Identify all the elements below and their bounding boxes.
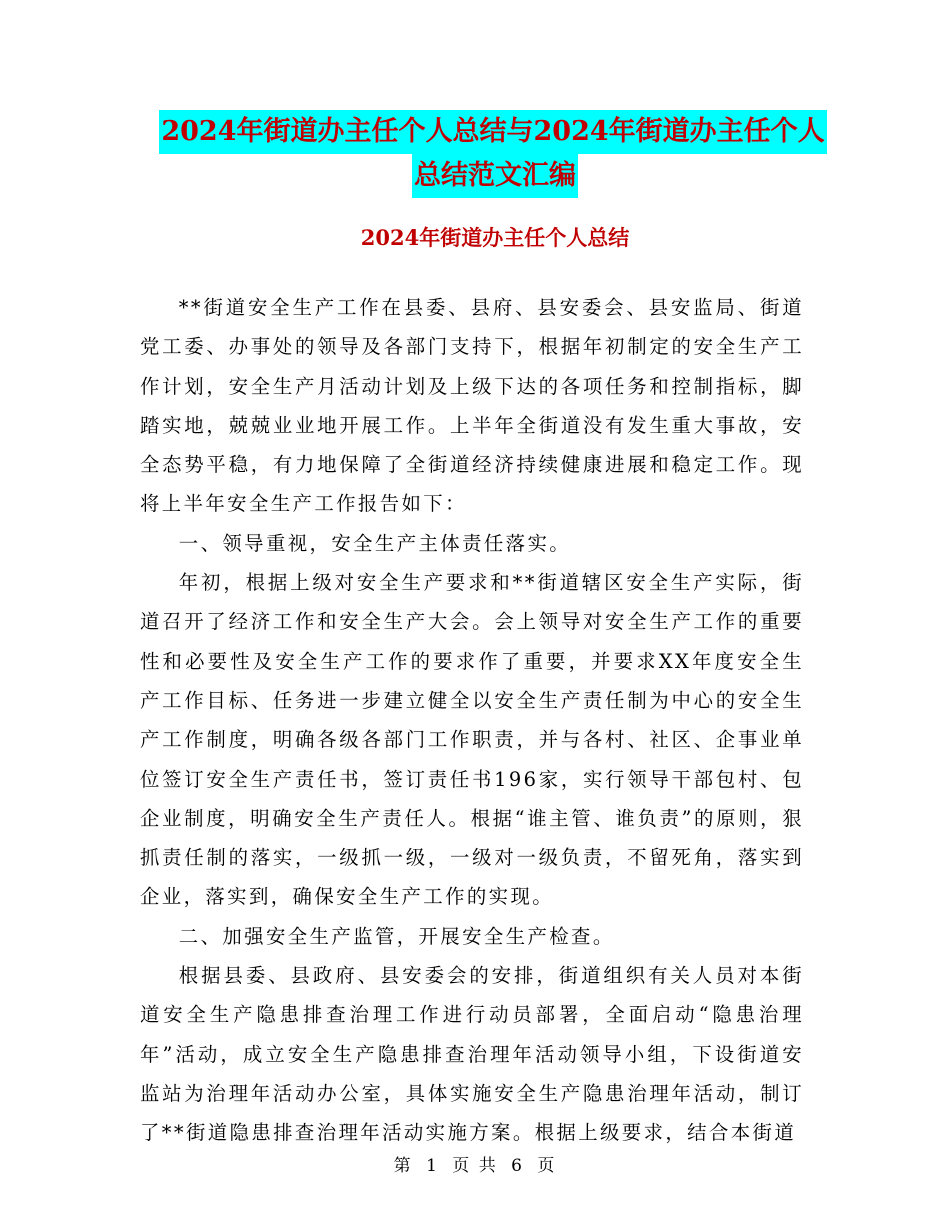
footer-total-pages: 6 (511, 1156, 524, 1176)
footer-prefix: 第 (393, 1156, 413, 1176)
document-title (140, 110, 850, 198)
title-line-1: 2024年街道办主任个人总结与2024年街道办主任个人 (159, 110, 826, 154)
paragraph-section-2: 根据县委、县政府、县安委会的安排，街道组织有关人员对本街道安全生产隐患排查治理工作进行动员部署，全面启动“隐患治理年”活动，成立安全生产隐患排查治理年活动领导小组，下设街道安监站为治理年活动办公室，具体实施安全生产隐患治理年活动，制订了**街道隐患排查治理年活动实施方案。根据上级要求，结合本街道 (140, 964, 804, 1145)
title-line-2: 总结范文汇编 (412, 154, 578, 198)
body-text (140, 288, 804, 1153)
footer-suffix: 页 (537, 1156, 557, 1176)
paragraph-heading-1: 一、领导重视，安全生产主体责任落实。 (178, 531, 572, 555)
paragraph-section-1: 年初，根据上级对安全生产要求和**街道辖区安全生产实际，街道召开了经济工作和安全生产大会。会上领导对安全生产工作的重要性和必要性及安全生产工作的要求作了重要，并要求XX年度安全生产工作目标、任务进一步建立健全以安全生产责任制为中心的安全生产工作制度，明确各级各部门工作职责，并与各村、社区、企事业单位签订安全生产责任书，签订责任书196家，实行领导干部包村、包企业制度，明确安全生产责任人。根据“谁主管、谁负责”的原则，狠抓责任制的落实，一级抓一级，一级对一级负责，不留死角，落实到企业，落实到，确保安全生产工作的实现。 (140, 571, 804, 909)
paragraph-intro: **街道安全生产工作在县委、县府、县安委会、县安监局、街道党工委、办事处的领导及各部门支持下，根据年初制定的安全生产工作计划，安全生产月活动计划及上级下达的各项任务和控制指标，脚踏实地，兢兢业业地开展工作。上半年全街道没有发生重大事故，安全态势平稳，有力地保障了全街道经济持续健康进展和稳定工作。现将上半年安全生产工作报告如下： (140, 296, 804, 516)
paragraph-heading-2: 二、加强安全生产监管，开展安全生产检查。 (178, 924, 615, 948)
footer-middle: 页 共 (452, 1156, 498, 1176)
section-heading: 2024年街道办主任个人总结 (360, 225, 630, 250)
page-footer (0, 1154, 950, 1178)
footer-page-number: 1 (426, 1156, 439, 1176)
